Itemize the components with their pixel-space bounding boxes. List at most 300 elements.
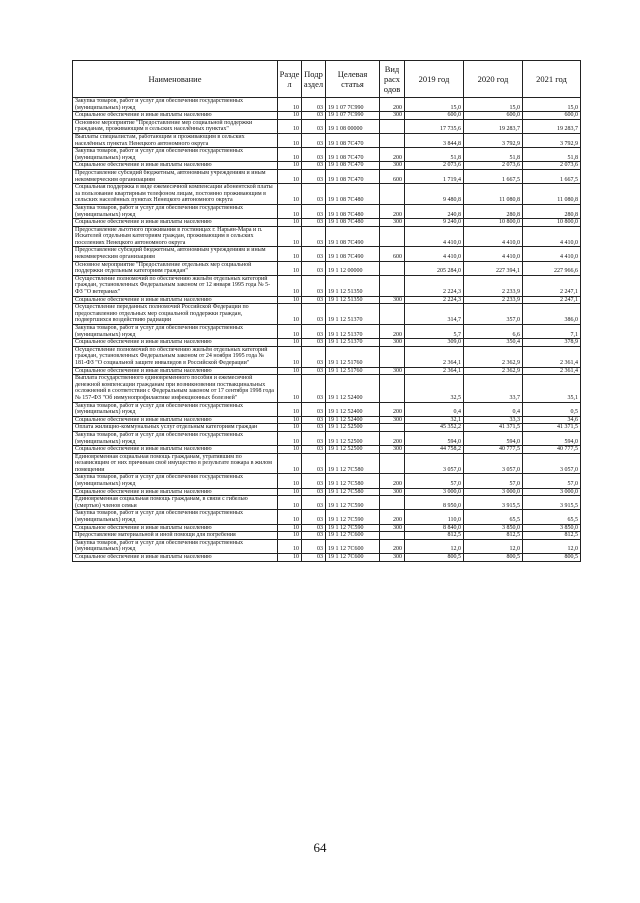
row-expense-type-cell: 600 [380,169,405,183]
row-2019-cell: 45 352,2 [405,424,464,432]
row-2021-cell: 2 247,1 [523,275,581,296]
row-2019-cell: 600,0 [405,112,464,120]
table-row [73,169,581,183]
row-expense-type-cell [380,119,405,133]
row-expense-type-cell: 200 [380,510,405,524]
row-2021-cell: 2 361,4 [523,346,581,367]
row-2020-cell: 12,0 [464,539,523,553]
row-name-cell: Единовременная социальная помощь гражданам, утратившим по независящим от них причинам своё имущество в результате пожара в жилом помещении [73,453,278,474]
row-target-cell: 19 1 12 52500 [326,446,380,454]
row-2021-cell: 3 792,9 [523,133,581,147]
table-row [73,510,581,524]
row-2019-cell: 812,5 [405,532,464,540]
row-2020-cell: 2 233,9 [464,275,523,296]
header-expense-type: Вид расх одов [380,61,405,98]
row-razdel-cell: 10 [278,204,302,218]
row-2020-cell: 65,5 [464,510,523,524]
row-name-cell: Основное мероприятие "Предоставление отдельных мер социальной поддержки отдельным категориям граждан" [73,261,278,275]
row-2021-cell: 40 777,5 [523,446,581,454]
row-2019-cell: 110,0 [405,510,464,524]
row-2021-cell: 57,0 [523,474,581,488]
row-expense-type-cell: 300 [380,162,405,170]
row-2021-cell: 594,0 [523,431,581,445]
row-2019-cell: 17 735,6 [405,119,464,133]
row-razdel-cell: 10 [278,325,302,339]
row-2020-cell: 6,6 [464,325,523,339]
header-year-2021: 2021 год [523,61,581,98]
row-expense-type-cell: 300 [380,524,405,532]
row-target-cell: 19 1 12 51350 [326,296,380,304]
row-2021-cell: 51,8 [523,148,581,162]
table-row [73,488,581,496]
row-target-cell: 19 1 12 51760 [326,346,380,367]
row-name-cell: Социальное обеспечение и иные выплаты населению [73,488,278,496]
row-name-cell: Социальное обеспечение и иные выплаты населению [73,446,278,454]
row-podrazdel-cell: 03 [302,524,326,532]
row-2019-cell: 9 480,8 [405,184,464,205]
row-2019-cell: 2 224,3 [405,275,464,296]
row-2021-cell: 2 361,4 [523,367,581,375]
row-target-cell: 19 1 12 52500 [326,431,380,445]
row-target-cell: 19 1 12 7С590 [326,496,380,510]
row-2019-cell: 3 057,0 [405,453,464,474]
header-name: Наименование [73,61,278,98]
row-2020-cell: 41 371,5 [464,424,523,432]
row-name-cell: Предоставление материальной и иной помощи для погребения [73,532,278,540]
row-2019-cell: 314,7 [405,304,464,325]
row-target-cell: 19 1 07 7С990 [326,98,380,112]
row-razdel-cell: 10 [278,296,302,304]
row-expense-type-cell: 300 [380,416,405,424]
row-2019-cell: 594,0 [405,431,464,445]
row-target-cell: 19 1 12 7С580 [326,453,380,474]
row-2019-cell: 2 364,1 [405,346,464,367]
row-name-cell: Закупка товаров, работ и услуг для обеспечения государственных (муниципальных) нужд [73,98,278,112]
row-2021-cell: 1 667,5 [523,169,581,183]
table-body [73,98,581,562]
row-podrazdel-cell: 03 [302,247,326,261]
row-2020-cell: 594,0 [464,431,523,445]
row-2021-cell: 34,6 [523,416,581,424]
row-2019-cell: 4 410,0 [405,247,464,261]
row-2021-cell: 15,0 [523,98,581,112]
row-expense-type-cell: 300 [380,367,405,375]
row-razdel-cell: 10 [278,275,302,296]
row-2019-cell: 32,1 [405,416,464,424]
row-podrazdel-cell: 03 [302,275,326,296]
row-expense-type-cell [380,532,405,540]
row-razdel-cell: 10 [278,133,302,147]
row-expense-type-cell [380,375,405,402]
header-target-article: Целевая статья [326,61,380,98]
row-name-cell: Предоставление льготного проживания в гостиницах г. Нарьян-Мара и п. Искателей отдельным категориям граждан, проживающим в сельских поселениях Ненецкого автономного округа [73,226,278,247]
row-2020-cell: 3 850,0 [464,524,523,532]
row-2020-cell: 10 800,0 [464,219,523,227]
table-row [73,367,581,375]
table-row [73,339,581,347]
row-expense-type-cell: 200 [380,98,405,112]
row-target-cell: 19 1 12 7С580 [326,488,380,496]
row-expense-type-cell: 300 [380,296,405,304]
row-target-cell: 19 1 12 7С590 [326,510,380,524]
row-name-cell: Предоставление субсидий бюджетным, автономным учреждениям и иным некоммерческим организациям [73,169,278,183]
row-2021-cell: 7,1 [523,325,581,339]
row-podrazdel-cell: 03 [302,304,326,325]
row-razdel-cell: 10 [278,112,302,120]
row-expense-type-cell [380,304,405,325]
row-razdel-cell: 10 [278,304,302,325]
row-target-cell: 19 1 12 51370 [326,304,380,325]
row-2021-cell: 10 800,0 [523,219,581,227]
table-row [73,416,581,424]
row-razdel-cell: 10 [278,219,302,227]
row-2019-cell: 1 719,4 [405,169,464,183]
row-name-cell: Социальное обеспечение и иные выплаты населению [73,554,278,562]
row-target-cell: 19 1 08 7С480 [326,204,380,218]
row-2019-cell: 15,0 [405,98,464,112]
row-2021-cell: 4 410,0 [523,247,581,261]
row-2021-cell: 800,5 [523,554,581,562]
row-target-cell: 19 1 12 51760 [326,367,380,375]
row-2020-cell: 800,5 [464,554,523,562]
row-podrazdel-cell: 03 [302,204,326,218]
row-razdel-cell: 10 [278,446,302,454]
row-2020-cell: 4 410,0 [464,247,523,261]
row-target-cell: 19 1 08 7С470 [326,148,380,162]
row-podrazdel-cell: 03 [302,488,326,496]
row-2020-cell: 812,5 [464,532,523,540]
row-2021-cell: 600,0 [523,112,581,120]
row-podrazdel-cell: 03 [302,474,326,488]
row-2020-cell: 350,4 [464,339,523,347]
row-podrazdel-cell: 03 [302,296,326,304]
table-row [73,148,581,162]
table-row [73,304,581,325]
row-2021-cell: 4 410,0 [523,226,581,247]
row-target-cell: 19 1 08 00000 [326,119,380,133]
row-razdel-cell: 10 [278,416,302,424]
row-target-cell: 19 1 12 52500 [326,424,380,432]
row-2021-cell: 0,5 [523,402,581,416]
row-name-cell: Закупка товаров, работ и услуг для обеспечения государственных (муниципальных) нужд [73,431,278,445]
table-row [73,325,581,339]
row-name-cell: Осуществление полномочий по обеспечению жильём отдельных категорий граждан, установленных Федеральным законом от 12 января 1995 года № 5-ФЗ "О ветеранах" [73,275,278,296]
table-row [73,446,581,454]
row-expense-type-cell: 200 [380,148,405,162]
row-2019-cell: 309,0 [405,339,464,347]
row-podrazdel-cell: 03 [302,133,326,147]
row-name-cell: Закупка товаров, работ и услуг для обеспечения государственных (муниципальных) нужд [73,402,278,416]
row-expense-type-cell [380,346,405,367]
row-target-cell: 19 1 08 7С470 [326,169,380,183]
row-podrazdel-cell: 03 [302,226,326,247]
row-name-cell: Закупка товаров, работ и услуг для обеспечения государственных (муниципальных) нужд [73,325,278,339]
table-row [73,453,581,474]
table-row [73,247,581,261]
row-name-cell: Выплаты специалистам, работающим и проживающим в сельских населённых пунктах Ненецкого автономного округа [73,133,278,147]
row-2019-cell: 44 758,2 [405,446,464,454]
row-2021-cell: 280,8 [523,204,581,218]
row-podrazdel-cell: 03 [302,346,326,367]
row-2019-cell: 205 284,0 [405,261,464,275]
row-name-cell: Оплата жилищно-коммунальных услуг отдельным категориям граждан [73,424,278,432]
row-razdel-cell: 10 [278,431,302,445]
row-2020-cell: 51,8 [464,148,523,162]
page-number: 64 [313,840,327,855]
row-razdel-cell: 10 [278,539,302,553]
row-expense-type-cell [380,133,405,147]
row-podrazdel-cell: 03 [302,119,326,133]
row-2020-cell: 3 915,5 [464,496,523,510]
row-2020-cell: 11 080,8 [464,184,523,205]
table-row [73,431,581,445]
row-2021-cell: 12,0 [523,539,581,553]
row-podrazdel-cell: 03 [302,367,326,375]
row-target-cell: 19 1 08 7С470 [326,133,380,147]
row-razdel-cell: 10 [278,496,302,510]
row-2019-cell: 3 844,8 [405,133,464,147]
row-expense-type-cell [380,424,405,432]
row-2020-cell: 1 667,5 [464,169,523,183]
table-row [73,112,581,120]
row-2019-cell: 800,5 [405,554,464,562]
row-razdel-cell: 10 [278,169,302,183]
row-expense-type-cell [380,496,405,510]
row-name-cell: Закупка товаров, работ и услуг для обеспечения государственных (муниципальных) нужд [73,204,278,218]
row-expense-type-cell [380,453,405,474]
row-2021-cell: 19 283,7 [523,119,581,133]
row-razdel-cell: 10 [278,226,302,247]
row-podrazdel-cell: 03 [302,402,326,416]
row-razdel-cell: 10 [278,162,302,170]
row-2019-cell: 32,5 [405,375,464,402]
row-expense-type-cell: 200 [380,325,405,339]
row-2020-cell: 3 792,9 [464,133,523,147]
row-podrazdel-cell: 03 [302,554,326,562]
row-2021-cell: 35,1 [523,375,581,402]
row-razdel-cell: 10 [278,554,302,562]
table-row [73,119,581,133]
row-name-cell: Социальная поддержка в виде ежемесячной компенсации абонентской платы за пользование квартирным телефоном лицам, постоянно проживающим в сельских населённых пунктах Ненецкого автономного округа [73,184,278,205]
row-2021-cell: 812,5 [523,532,581,540]
row-podrazdel-cell: 03 [302,424,326,432]
row-expense-type-cell: 300 [380,339,405,347]
row-target-cell: 19 1 12 7С590 [326,524,380,532]
row-target-cell: 19 1 12 51350 [326,275,380,296]
row-2021-cell: 378,9 [523,339,581,347]
table-row [73,532,581,540]
row-2019-cell: 2 224,3 [405,296,464,304]
row-2020-cell: 3 000,0 [464,488,523,496]
row-2019-cell: 240,8 [405,204,464,218]
row-name-cell: Единовременная социальная помощь гражданам, в связи с гибелью (смертью) членов семьи [73,496,278,510]
row-2020-cell: 2 233,9 [464,296,523,304]
row-2020-cell: 0,4 [464,402,523,416]
row-2020-cell: 4 410,0 [464,226,523,247]
row-2021-cell: 2 247,1 [523,296,581,304]
row-expense-type-cell: 300 [380,112,405,120]
row-target-cell: 19 1 08 7С470 [326,162,380,170]
row-expense-type-cell [380,226,405,247]
row-target-cell: 19 1 08 7С490 [326,226,380,247]
row-target-cell: 19 1 12 52400 [326,402,380,416]
row-2020-cell: 357,0 [464,304,523,325]
row-podrazdel-cell: 03 [302,325,326,339]
row-target-cell: 19 1 12 00000 [326,261,380,275]
row-name-cell: Закупка товаров, работ и услуг для обеспечения государственных (муниципальных) нужд [73,510,278,524]
row-name-cell: Социальное обеспечение и иные выплаты населению [73,296,278,304]
row-razdel-cell: 10 [278,375,302,402]
header-podrazdel: Подр аздел [302,61,326,98]
row-target-cell: 19 1 12 7С580 [326,474,380,488]
row-expense-type-cell: 300 [380,446,405,454]
row-name-cell: Выплата государственного единовременного пособия и ежемесячной денежной компенсации гражданам при возникновении поствакцинальных осложнений в соответствии с Федеральным законом от 17 сентября 1998 года № 157-ФЗ "Об иммунопрофилактике инфекционных болезней" [73,375,278,402]
header-year-2019: 2019 год [405,61,464,98]
row-name-cell: Социальное обеспечение и иные выплаты населению [73,416,278,424]
row-podrazdel-cell: 03 [302,431,326,445]
row-podrazdel-cell: 03 [302,98,326,112]
row-podrazdel-cell: 03 [302,416,326,424]
row-podrazdel-cell: 03 [302,532,326,540]
row-podrazdel-cell: 03 [302,148,326,162]
row-expense-type-cell: 200 [380,539,405,553]
header-year-2020: 2020 год [464,61,523,98]
table-row [73,98,581,112]
table-row [73,226,581,247]
row-2021-cell: 11 080,8 [523,184,581,205]
table-row [73,296,581,304]
row-name-cell: Закупка товаров, работ и услуг для обеспечения государственных (муниципальных) нужд [73,474,278,488]
table-row [73,424,581,432]
row-target-cell: 19 1 12 52400 [326,375,380,402]
row-name-cell: Социальное обеспечение и иные выплаты населению [73,367,278,375]
row-target-cell: 19 1 12 51370 [326,325,380,339]
row-2020-cell: 2 073,6 [464,162,523,170]
row-name-cell: Закупка товаров, работ и услуг для обеспечения государственных (муниципальных) нужд [73,148,278,162]
row-expense-type-cell: 200 [380,431,405,445]
row-name-cell: Осуществление полномочий по обеспечению жильём отдельных категорий граждан, установленных Федеральным законом от 24 ноября 1995 года № 181-ФЗ "О социальной защите инвалидов в Российской Федерации" [73,346,278,367]
row-2019-cell: 5,7 [405,325,464,339]
row-2021-cell: 227 966,6 [523,261,581,275]
row-podrazdel-cell: 03 [302,453,326,474]
row-2020-cell: 57,0 [464,474,523,488]
header-razdel: Разде л [278,61,302,98]
row-podrazdel-cell: 03 [302,539,326,553]
row-2021-cell: 3 915,5 [523,496,581,510]
row-podrazdel-cell: 03 [302,446,326,454]
row-target-cell: 19 1 08 7С490 [326,247,380,261]
row-2021-cell: 3 850,0 [523,524,581,532]
row-podrazdel-cell: 03 [302,162,326,170]
row-name-cell: Социальное обеспечение и иные выплаты населению [73,339,278,347]
row-razdel-cell: 10 [278,148,302,162]
table-row [73,219,581,227]
row-2020-cell: 3 057,0 [464,453,523,474]
table-row [73,346,581,367]
row-2019-cell: 2 364,1 [405,367,464,375]
row-2021-cell: 2 073,6 [523,162,581,170]
row-expense-type-cell: 300 [380,488,405,496]
row-razdel-cell: 10 [278,524,302,532]
row-podrazdel-cell: 03 [302,219,326,227]
row-expense-type-cell: 300 [380,219,405,227]
row-podrazdel-cell: 03 [302,375,326,402]
table-row [73,402,581,416]
row-expense-type-cell [380,275,405,296]
row-2019-cell: 2 073,6 [405,162,464,170]
row-2019-cell: 9 240,0 [405,219,464,227]
table-row [73,496,581,510]
row-2020-cell: 2 362,9 [464,346,523,367]
row-2020-cell: 33,7 [464,375,523,402]
row-podrazdel-cell: 03 [302,261,326,275]
row-2019-cell: 12,0 [405,539,464,553]
row-target-cell: 19 1 12 52400 [326,416,380,424]
row-2019-cell: 0,4 [405,402,464,416]
row-razdel-cell: 10 [278,402,302,416]
table-row [73,133,581,147]
row-name-cell: Закупка товаров, работ и услуг для обеспечения государственных (муниципальных) нужд [73,539,278,553]
row-2020-cell: 19 283,7 [464,119,523,133]
row-razdel-cell: 10 [278,346,302,367]
row-name-cell: Социальное обеспечение и иные выплаты населению [73,112,278,120]
row-podrazdel-cell: 03 [302,510,326,524]
row-podrazdel-cell: 03 [302,496,326,510]
row-razdel-cell: 10 [278,532,302,540]
row-razdel-cell: 10 [278,510,302,524]
table-row [73,204,581,218]
row-podrazdel-cell: 03 [302,184,326,205]
table-row [73,524,581,532]
row-2021-cell: 386,0 [523,304,581,325]
row-razdel-cell: 10 [278,261,302,275]
row-expense-type-cell [380,261,405,275]
row-expense-type-cell: 200 [380,474,405,488]
row-target-cell: 19 1 12 51370 [326,339,380,347]
row-razdel-cell: 10 [278,367,302,375]
row-razdel-cell: 10 [278,424,302,432]
row-target-cell: 19 1 08 7С480 [326,219,380,227]
row-2020-cell: 33,3 [464,416,523,424]
row-2019-cell: 57,0 [405,474,464,488]
row-podrazdel-cell: 03 [302,112,326,120]
row-name-cell: Социальное обеспечение и иные выплаты населению [73,524,278,532]
row-razdel-cell: 10 [278,453,302,474]
row-razdel-cell: 10 [278,184,302,205]
row-name-cell: Предоставление субсидий бюджетным, автономным учреждениям и иным некоммерческим организациям [73,247,278,261]
row-2021-cell: 3 057,0 [523,453,581,474]
row-razdel-cell: 10 [278,488,302,496]
row-name-cell: Осуществление переданных полномочий Российской Федерации по предоставлению отдельных мер социальной поддержки граждан, подвергшихся воздействию радиации [73,304,278,325]
row-podrazdel-cell: 03 [302,339,326,347]
row-2020-cell: 15,0 [464,98,523,112]
row-target-cell: 19 1 07 7С990 [326,112,380,120]
row-2021-cell: 41 371,5 [523,424,581,432]
row-expense-type-cell: 600 [380,247,405,261]
row-name-cell: Основное мероприятие "Предоставление мер социальной поддержки гражданам, проживающим в сельских населённых пунктах" [73,119,278,133]
row-target-cell: 19 1 12 7С600 [326,554,380,562]
row-target-cell: 19 1 08 7С480 [326,184,380,205]
table-row [73,474,581,488]
row-2020-cell: 227 394,1 [464,261,523,275]
row-2020-cell: 40 777,5 [464,446,523,454]
row-razdel-cell: 10 [278,247,302,261]
table-row [73,184,581,205]
budget-table [72,60,581,562]
row-name-cell: Социальное обеспечение и иные выплаты населению [73,162,278,170]
row-2020-cell: 600,0 [464,112,523,120]
table-row [73,539,581,553]
